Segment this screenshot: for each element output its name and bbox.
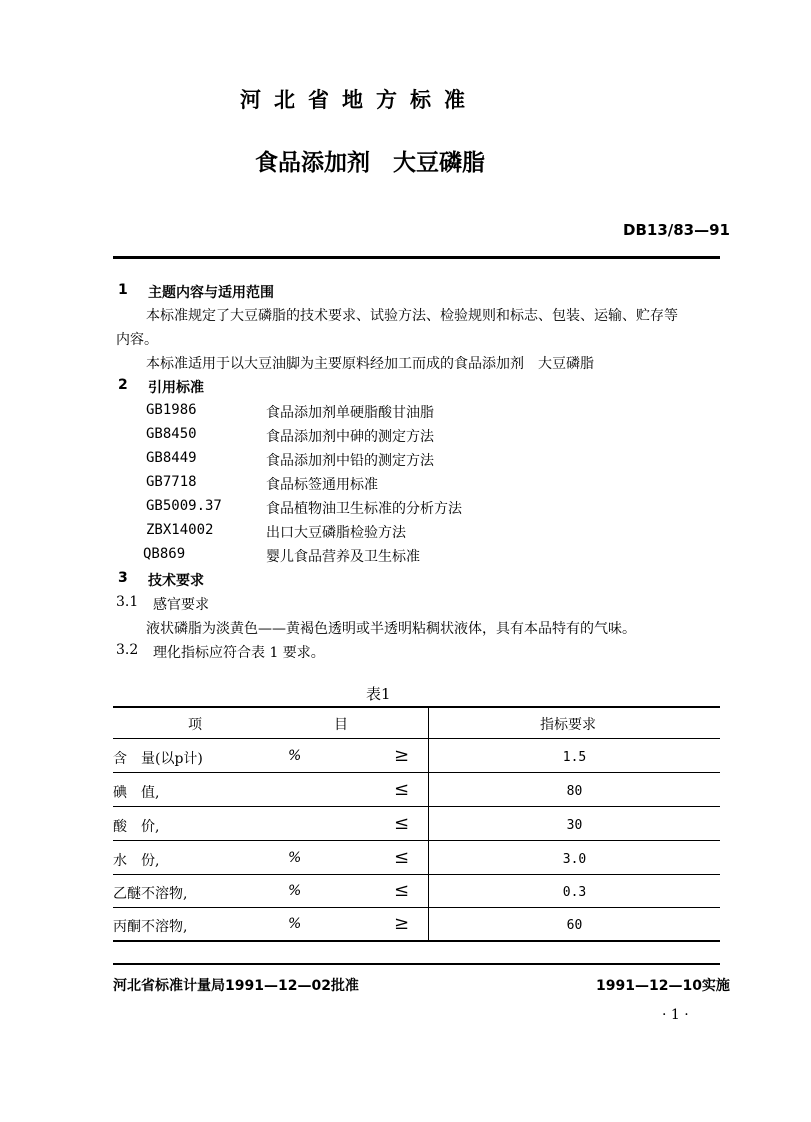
- subsection-3-2-number: 3.2: [116, 642, 139, 658]
- ref-code: GB8450: [146, 426, 197, 442]
- ref-code: ZBX14002: [146, 522, 214, 538]
- table-row-name: 乙醚不溶物,: [113, 886, 188, 902]
- table-row-symbol: ≤: [394, 813, 410, 834]
- table-bottom-rule: [113, 940, 720, 942]
- subsection-3-1-title: 感官要求: [153, 597, 209, 613]
- table-row-value: 1.5: [562, 750, 587, 765]
- subsection-3-1-number: 3.1: [116, 594, 139, 610]
- table-row-name: 丙酮不溶物,: [113, 919, 188, 935]
- table-top-rule: [113, 706, 720, 708]
- footer-divider: [113, 963, 720, 965]
- table-header-rule: [113, 738, 720, 739]
- section-2-title: 引用标准: [148, 380, 204, 396]
- implementation-date: 1991—12—10实施: [596, 978, 730, 994]
- org-title: 河北省地方标准: [240, 88, 478, 112]
- table-row-value: 30: [566, 818, 583, 833]
- section-3-title: 技术要求: [148, 573, 204, 589]
- table-header-value: 指标要求: [540, 717, 596, 733]
- table-row-value: 60: [566, 918, 583, 933]
- ref-title: 食品添加剂单硬脂酸甘油脂: [266, 405, 434, 421]
- section-2-number: 2: [118, 377, 128, 393]
- table-row-rule: [113, 772, 720, 773]
- section-1-para1-line2: 内容。: [116, 332, 158, 348]
- subsection-3-1-text: 液状磷脂为淡黄色——黄褐色透明或半透明粘稠状液体，具有本品特有的气味。: [146, 621, 636, 637]
- subsection-3-2-text: 理化指标应符合表 1 要求。: [153, 645, 325, 661]
- table-row-value: 3.0: [562, 852, 587, 867]
- ref-code: GB8449: [146, 450, 197, 466]
- table-row-rule: [113, 907, 720, 908]
- table-caption: 表1: [366, 685, 391, 703]
- table-row-symbol: ≤: [394, 847, 410, 868]
- section-1-para1-line1: 本标准规定了大豆磷脂的技术要求、试验方法、检验规则和标志、包装、运输、贮存等: [146, 308, 678, 324]
- table-row-symbol: ≥: [394, 745, 410, 766]
- table-row-symbol: ≤: [394, 779, 410, 800]
- table-row-rule: [113, 806, 720, 807]
- table-row-symbol: ≤: [394, 880, 410, 901]
- table-header-item-left: 项: [188, 717, 202, 733]
- ref-code: QB869: [143, 546, 186, 562]
- table-row-value: 80: [566, 784, 583, 799]
- table-row-rule: [113, 840, 720, 841]
- ref-title: 出口大豆磷脂检验方法: [266, 525, 406, 541]
- table-row-name: 碘 值,: [113, 785, 160, 801]
- table-row-symbol: ≥: [394, 913, 410, 934]
- table-row-unit: %: [288, 916, 302, 932]
- document-title: 食品添加剂 大豆磷脂: [255, 150, 485, 176]
- ref-title: 婴儿食品营养及卫生标准: [266, 549, 420, 565]
- table-row-name: 含 量(以p计): [113, 751, 203, 767]
- table-row-unit: %: [288, 748, 302, 764]
- ref-code: GB1986: [146, 402, 197, 418]
- table-row-unit: %: [288, 850, 302, 866]
- table-row-unit: %: [288, 883, 302, 899]
- ref-title: 食品添加剂中铅的测定方法: [266, 453, 434, 469]
- ref-code: GB5009.37: [146, 498, 222, 514]
- ref-code: GB7718: [146, 474, 197, 490]
- ref-title: 食品添加剂中砷的测定方法: [266, 429, 434, 445]
- ref-title: 食品植物油卫生标准的分析方法: [266, 501, 462, 517]
- section-3-number: 3: [118, 570, 128, 586]
- table-row-rule: [113, 874, 720, 875]
- table-row-name: 酸 价,: [113, 819, 160, 835]
- approval-info: 河北省标准计量局1991—12—02批准: [113, 978, 359, 994]
- section-1-number: 1: [118, 282, 128, 298]
- table-header-item-right: 目: [334, 717, 348, 733]
- standard-code: DB13/83—91: [623, 221, 730, 239]
- page-number: · 1 ·: [662, 1007, 689, 1023]
- ref-title: 食品标签通用标准: [266, 477, 378, 493]
- header-divider: [113, 256, 720, 259]
- section-1-title: 主题内容与适用范围: [148, 285, 274, 301]
- section-1-para2: 本标准适用于以大豆油脚为主要原料经加工而成的食品添加剂 大豆磷脂: [146, 356, 594, 372]
- table-row-name: 水 份,: [113, 853, 160, 869]
- table-row-value: 0.3: [562, 885, 587, 900]
